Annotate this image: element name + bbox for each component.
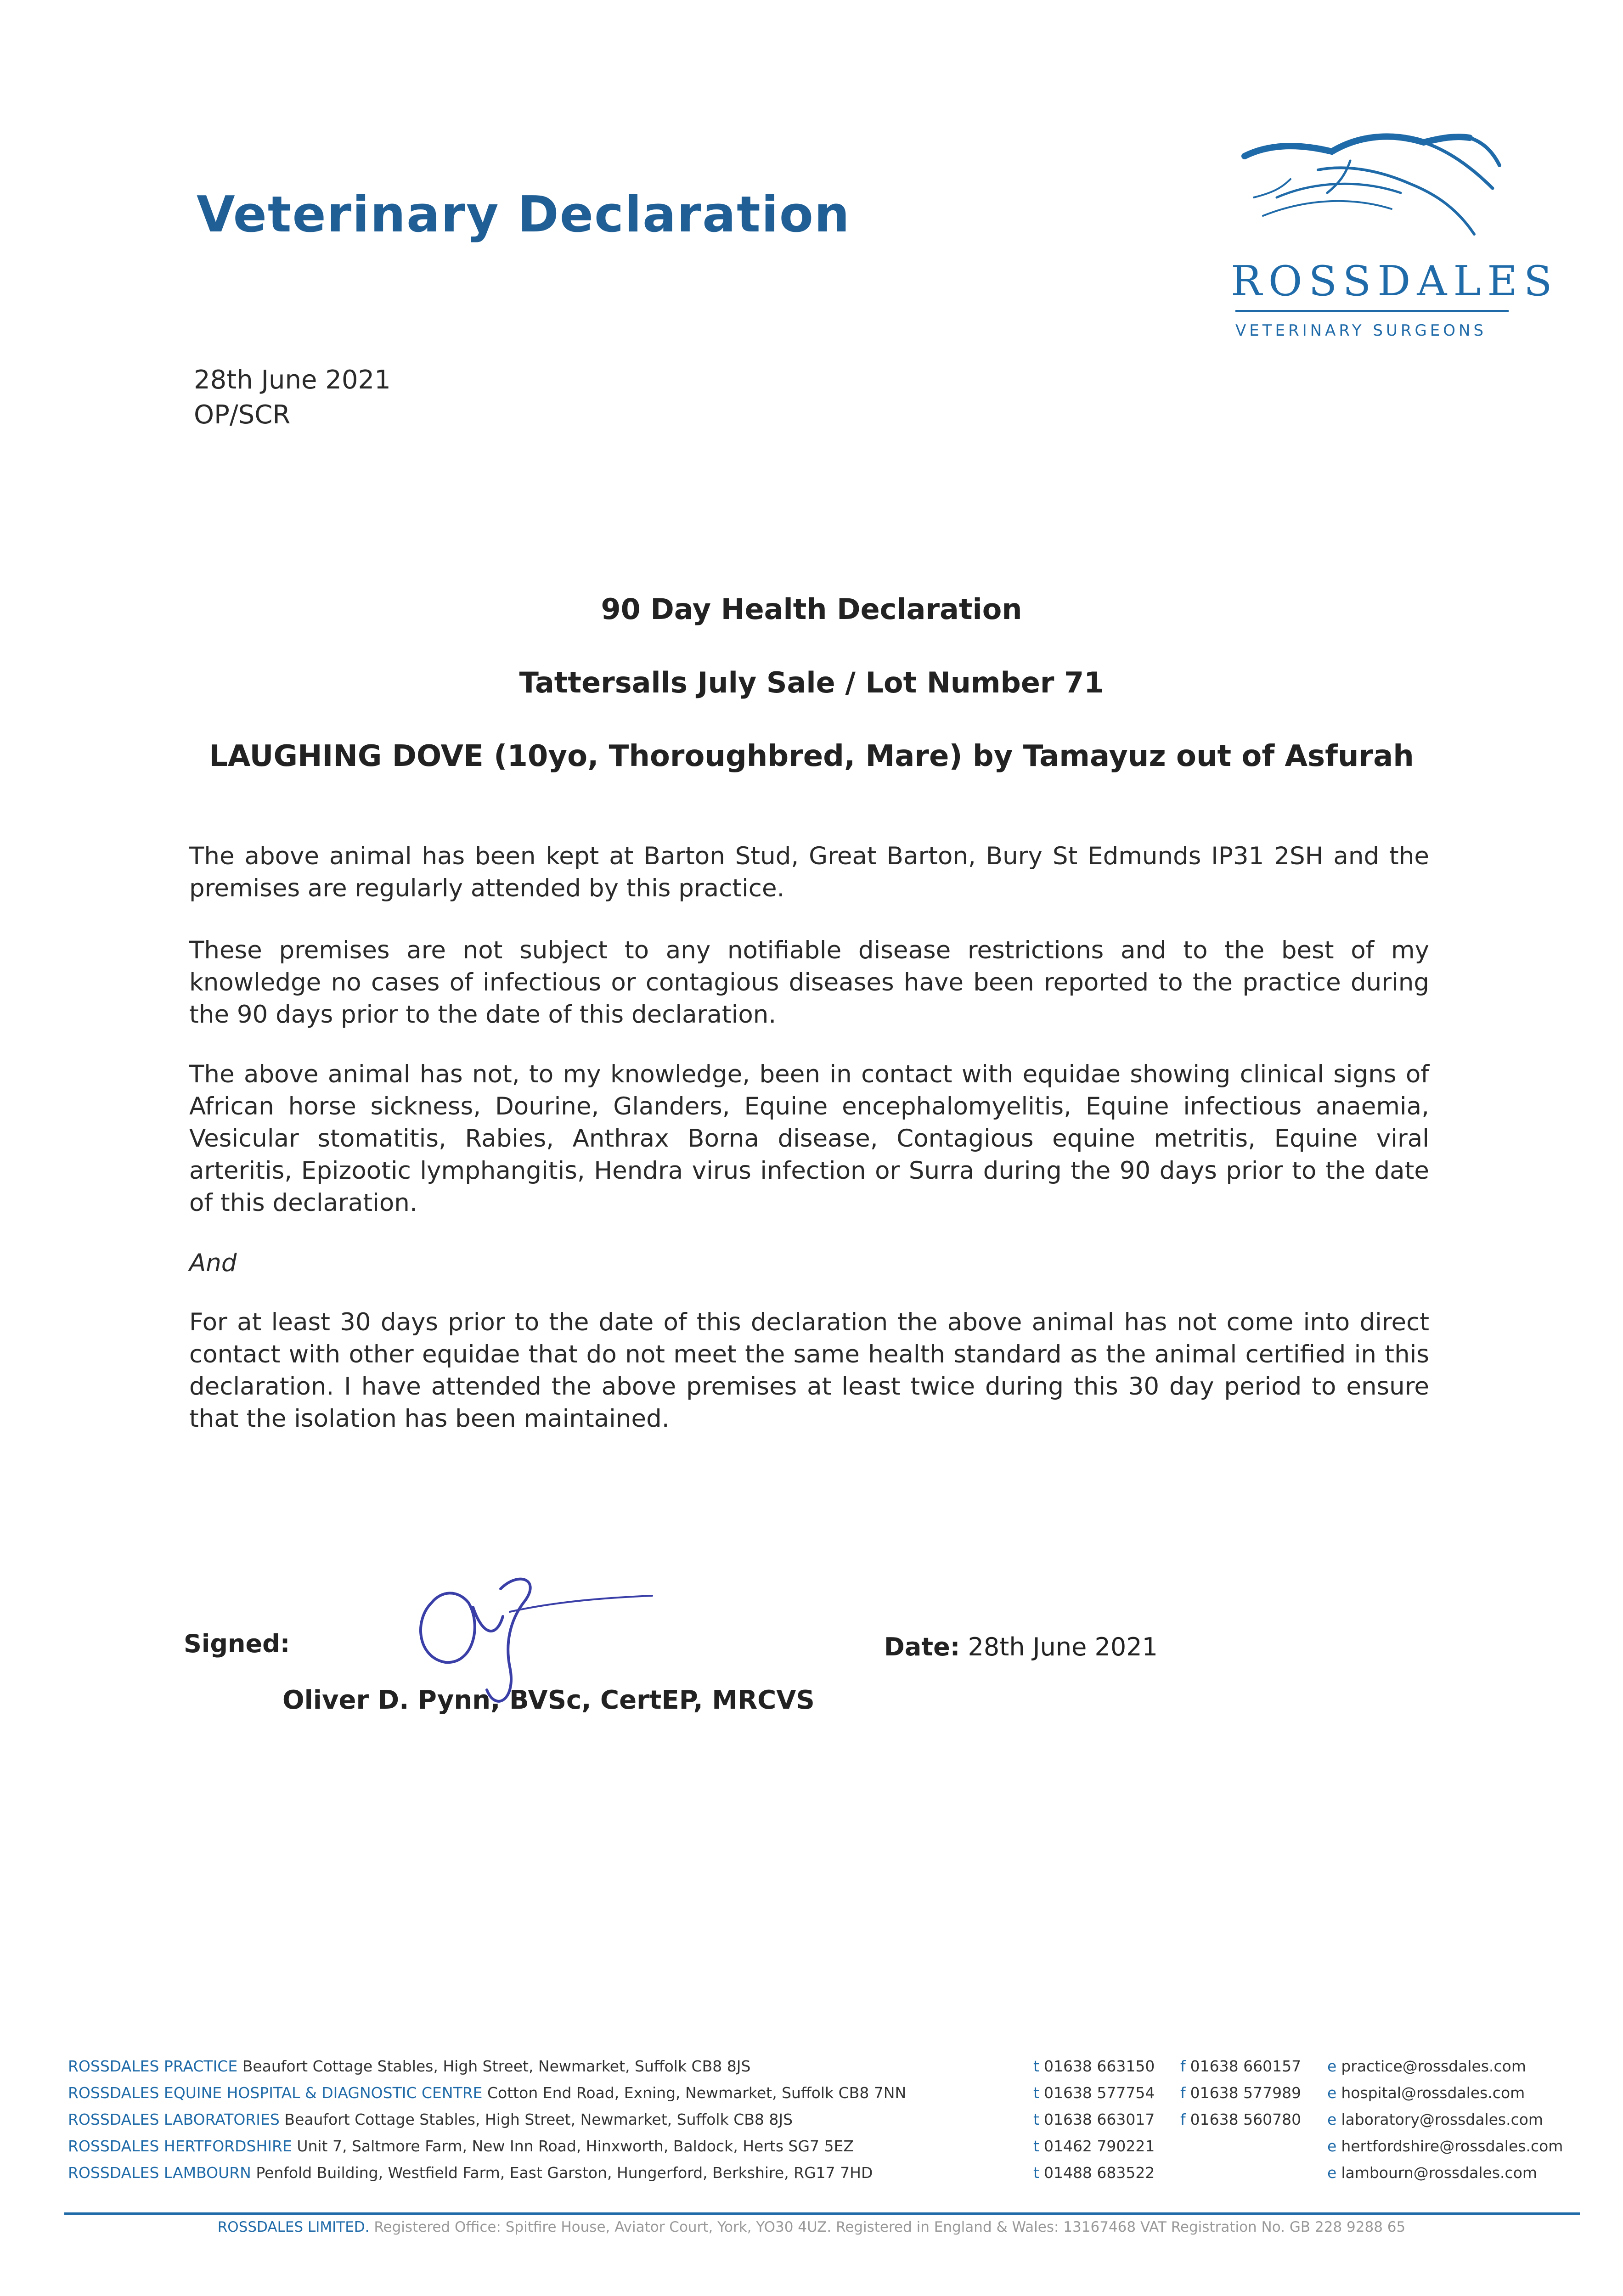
footer-company: ROSSDALES LIMITED.	[217, 2219, 370, 2235]
footer-registration: Registered Office: Spitfire House, Aviator Court, York, YO30 4UZ. Registered in England & Wales: 13167468 VAT Registration No. GB 228 9288 65	[374, 2219, 1406, 2235]
letter-meta	[194, 363, 391, 433]
footer-address: Beaufort Cottage Stables, High Street, Newmarket, Suffolk CB8 8JS	[284, 2110, 793, 2128]
footer-dept: ROSSDALES HERTFORDSHIRE	[68, 2137, 292, 2155]
logo-divider	[1235, 310, 1509, 312]
footer-dept: ROSSDALES LAMBOURN	[68, 2164, 251, 2182]
conjunction-and: And	[189, 1249, 237, 1277]
footer-address: Cotton End Road, Exning, Newmarket, Suffolk CB8 7NN	[487, 2084, 907, 2102]
rossdales-logo	[1222, 124, 1559, 344]
footer-row	[68, 2057, 750, 2075]
footer-fax: f 01638 660157	[1180, 2057, 1302, 2075]
footer-email: e lambourn@rossdales.com	[1327, 2164, 1538, 2182]
paragraph-premises: The above animal has been kept at Barton Stud, Great Barton, Bury St Edmunds IP31 2SH and the premises are regularly attended by this practice.	[189, 842, 1429, 902]
document-title: Veterinary Declaration	[197, 186, 851, 243]
paragraph-isolation: For at least 30 days prior to the date of this declaration the above animal has not come into direct contact with other equidae that do not meet the same health standard as the animal certified in this declaration. I have attended the above premises at least twice during this 30 day period to ensure that the isolation has been maintained.	[189, 1308, 1429, 1433]
footer-fax: f 01638 560780	[1180, 2110, 1302, 2128]
footer-phone: t 01638 663150	[1033, 2057, 1155, 2075]
paragraph-contact: The above animal has not, to my knowledge, been in contact with equidae showing clinical signs of African horse sickness, Dourine, Glanders, Equine encephalomyelitis, Equine infectious anaemia, Vesicular stomatitis, Rabies, Anthrax Borna disease, Contagious equine metritis, Equine viral arteritis, Epizootic lymphangitis, Hendra virus infection or Surra during the 90 days prior to the date of this declaration.	[189, 1060, 1429, 1217]
footer-row	[68, 2084, 906, 2102]
footer-email: e laboratory@rossdales.com	[1327, 2110, 1544, 2128]
date-value: 28th June 2021	[968, 1632, 1158, 1661]
sale-lot-heading: Tattersalls July Sale / Lot Number 71	[519, 666, 1104, 699]
footer-email: e practice@rossdales.com	[1327, 2057, 1526, 2075]
declaration-heading: 90 Day Health Declaration	[601, 592, 1022, 626]
footer-fax: f 01638 577989	[1180, 2084, 1302, 2102]
letter-reference: OP/SCR	[194, 400, 291, 430]
date-label: Date:	[884, 1632, 960, 1661]
footer-phone: t 01462 790221	[1033, 2137, 1155, 2155]
footer-row	[68, 2164, 873, 2182]
footer-phone: t 01488 683522	[1033, 2164, 1155, 2182]
footer-dept: ROSSDALES PRACTICE	[68, 2057, 238, 2075]
footer-address: Unit 7, Saltmore Farm, New Inn Road, Hinxworth, Baldock, Herts SG7 5EZ	[297, 2137, 854, 2155]
footer-email: e hospital@rossdales.com	[1327, 2084, 1525, 2102]
logo-name: ROSSDALES	[1231, 257, 1559, 305]
footer-phone: t 01638 577754	[1033, 2084, 1155, 2102]
footer-dept: ROSSDALES LABORATORIES	[68, 2110, 280, 2128]
horse-heading: LAUGHING DOVE (10yo, Thoroughbred, Mare) by Tamayuz out of Asfurah	[209, 739, 1414, 773]
signed-label: Signed:	[184, 1629, 290, 1658]
logo-subtitle: VETERINARY SURGEONS	[1235, 321, 1487, 340]
letter-date: 28th June 2021	[194, 365, 391, 395]
footer-phone: t 01638 663017	[1033, 2110, 1155, 2128]
footer-divider	[64, 2212, 1580, 2215]
footer-legal	[0, 2219, 1623, 2235]
horse-logo-icon	[1235, 124, 1511, 248]
footer-email: e hertfordshire@rossdales.com	[1327, 2137, 1563, 2155]
footer-row	[68, 2110, 793, 2128]
signer-name: Oliver D. Pynn, BVSc, CertEP, MRCVS	[282, 1685, 815, 1715]
footer-row	[68, 2137, 854, 2155]
footer-address: Penfold Building, Westfield Farm, East Garston, Hungerford, Berkshire, RG17 7HD	[256, 2164, 873, 2182]
signature-date	[884, 1632, 1158, 1661]
footer-dept: ROSSDALES EQUINE HOSPITAL & DIAGNOSTIC CENTRE	[68, 2084, 483, 2102]
footer-address: Beaufort Cottage Stables, High Street, Newmarket, Suffolk CB8 8JS	[242, 2057, 751, 2075]
paragraph-restrictions: These premises are not subject to any notifiable disease restrictions and to the best of my knowledge no cases of infectious or contagious diseases have been reported to the practice during the 90 days prior to the date of this declaration.	[189, 936, 1429, 1029]
